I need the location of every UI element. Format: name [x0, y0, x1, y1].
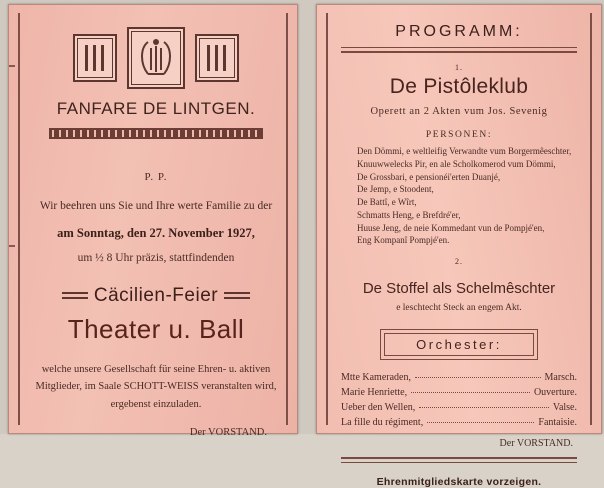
event-date: am Sonntag, den 27. November 1927, — [57, 226, 255, 240]
leader-dots — [427, 422, 534, 423]
cast-line: De Jemp, e Stoodent, — [357, 184, 434, 195]
orchestra-genre: Fantaisie. — [538, 417, 577, 429]
cast-line: De Battî, e Wîrt, — [357, 197, 417, 208]
event-title-primary — [31, 285, 281, 307]
orchestra-genre: Valse. — [552, 402, 577, 414]
lyre-icon — [80, 41, 110, 75]
item-2-subtitle: e leschtecht Steck an engem Akt. — [396, 303, 522, 314]
leader-dots — [415, 377, 541, 378]
item-1-number: 1. — [455, 63, 463, 72]
cast-line: Knuuwwelecks Pir, en ale Scholkomerod vum Dömmi, — [357, 158, 556, 169]
item-1-title: De Pistôleklub — [389, 75, 529, 98]
cast-line: Eng Kompanî Pompjé'en. — [357, 235, 450, 246]
crest-left — [73, 34, 117, 82]
item-1-subtitle: Operett an 2 Akten vum Jos. Sevenig — [370, 106, 548, 117]
right-signature: Der VORSTAND. — [499, 438, 573, 450]
orchestra-heading-box — [380, 329, 538, 360]
orchestra-title: La fille du régiment, — [341, 417, 424, 429]
item-2-title: De Stoffel als Schelmêschter — [362, 280, 556, 298]
edge-mark-mid — [9, 245, 15, 247]
cast-heading: PERSONEN: — [425, 130, 493, 140]
leader-dots — [411, 392, 530, 393]
event-time: um ½ 8 Uhr präzis, stattfindenden — [77, 252, 235, 264]
rule-right — [224, 292, 250, 299]
event-title-secondary: Theater u. Ball — [67, 314, 245, 344]
orchestra-title: Mtte Kameraden, — [341, 372, 411, 384]
orchestra-genre: Marsch. — [544, 372, 577, 384]
rule-left — [62, 292, 88, 299]
orchestra-row — [341, 372, 577, 383]
footer-note: Ehrenmitgliedskarte vorzeigen. — [376, 476, 542, 488]
cast-line: Den Dömmi, e weltleifig Verwandte vum Borgermêeschter, — [357, 146, 572, 156]
right-page — [316, 4, 602, 488]
orchestra-title: Marie Henriette, — [341, 387, 408, 399]
cast-line: Schmatts Heng, e Brefdré'er, — [357, 209, 461, 220]
cast-line: De Grossbari, e pensionéi'erten Duanjé, — [357, 171, 501, 182]
lyre-icon — [202, 41, 232, 75]
leader-dots — [419, 407, 549, 408]
crest-row — [31, 27, 281, 89]
footer-rule-thick — [341, 457, 577, 459]
orchestra-heading: Orchester: — [384, 333, 534, 356]
invitation-line: Wir beehren uns Sie und Ihre werte Familie zu der — [39, 200, 273, 212]
lyre-icon — [134, 34, 178, 82]
event-title-1-text: Cäcilien-Feier — [93, 285, 219, 306]
heading-rule-thin — [341, 47, 577, 48]
society-name: FANFARE DE LINTGEN. — [56, 99, 256, 118]
orchestra-title: Ueber den Wellen, — [341, 402, 416, 414]
orchestra-row — [341, 387, 577, 398]
orchestra-list — [335, 372, 583, 428]
orchestra-genre: Ouverture. — [533, 387, 577, 399]
crest-center — [127, 27, 185, 89]
programm-heading: PROGRAMM: — [395, 23, 523, 40]
ornament-dots — [52, 130, 260, 137]
cast-line: Huuse Jeng, de neie Kommedant vun de Pompjé'en, — [357, 222, 545, 233]
crest-right — [195, 34, 239, 82]
footer-rule-thin — [341, 462, 577, 463]
left-signature: Der VORSTAND. — [189, 426, 267, 438]
left-page — [8, 4, 298, 438]
invitation-body: welche unsere Gesellschaft für seine Ehren- u. aktiven Mitglieder, im Saale SCHOTT-WEISS veranstalten wird, ergebenst einzuladen. — [35, 364, 277, 410]
ornament-divider — [49, 128, 263, 139]
edge-mark-top — [9, 65, 15, 67]
salutation: P. P. — [144, 171, 168, 183]
item-2-number: 2. — [455, 257, 463, 267]
cast-list — [335, 145, 583, 247]
orchestra-row — [341, 402, 577, 413]
orchestra-row — [341, 417, 577, 428]
heading-rule-thick — [341, 51, 577, 53]
